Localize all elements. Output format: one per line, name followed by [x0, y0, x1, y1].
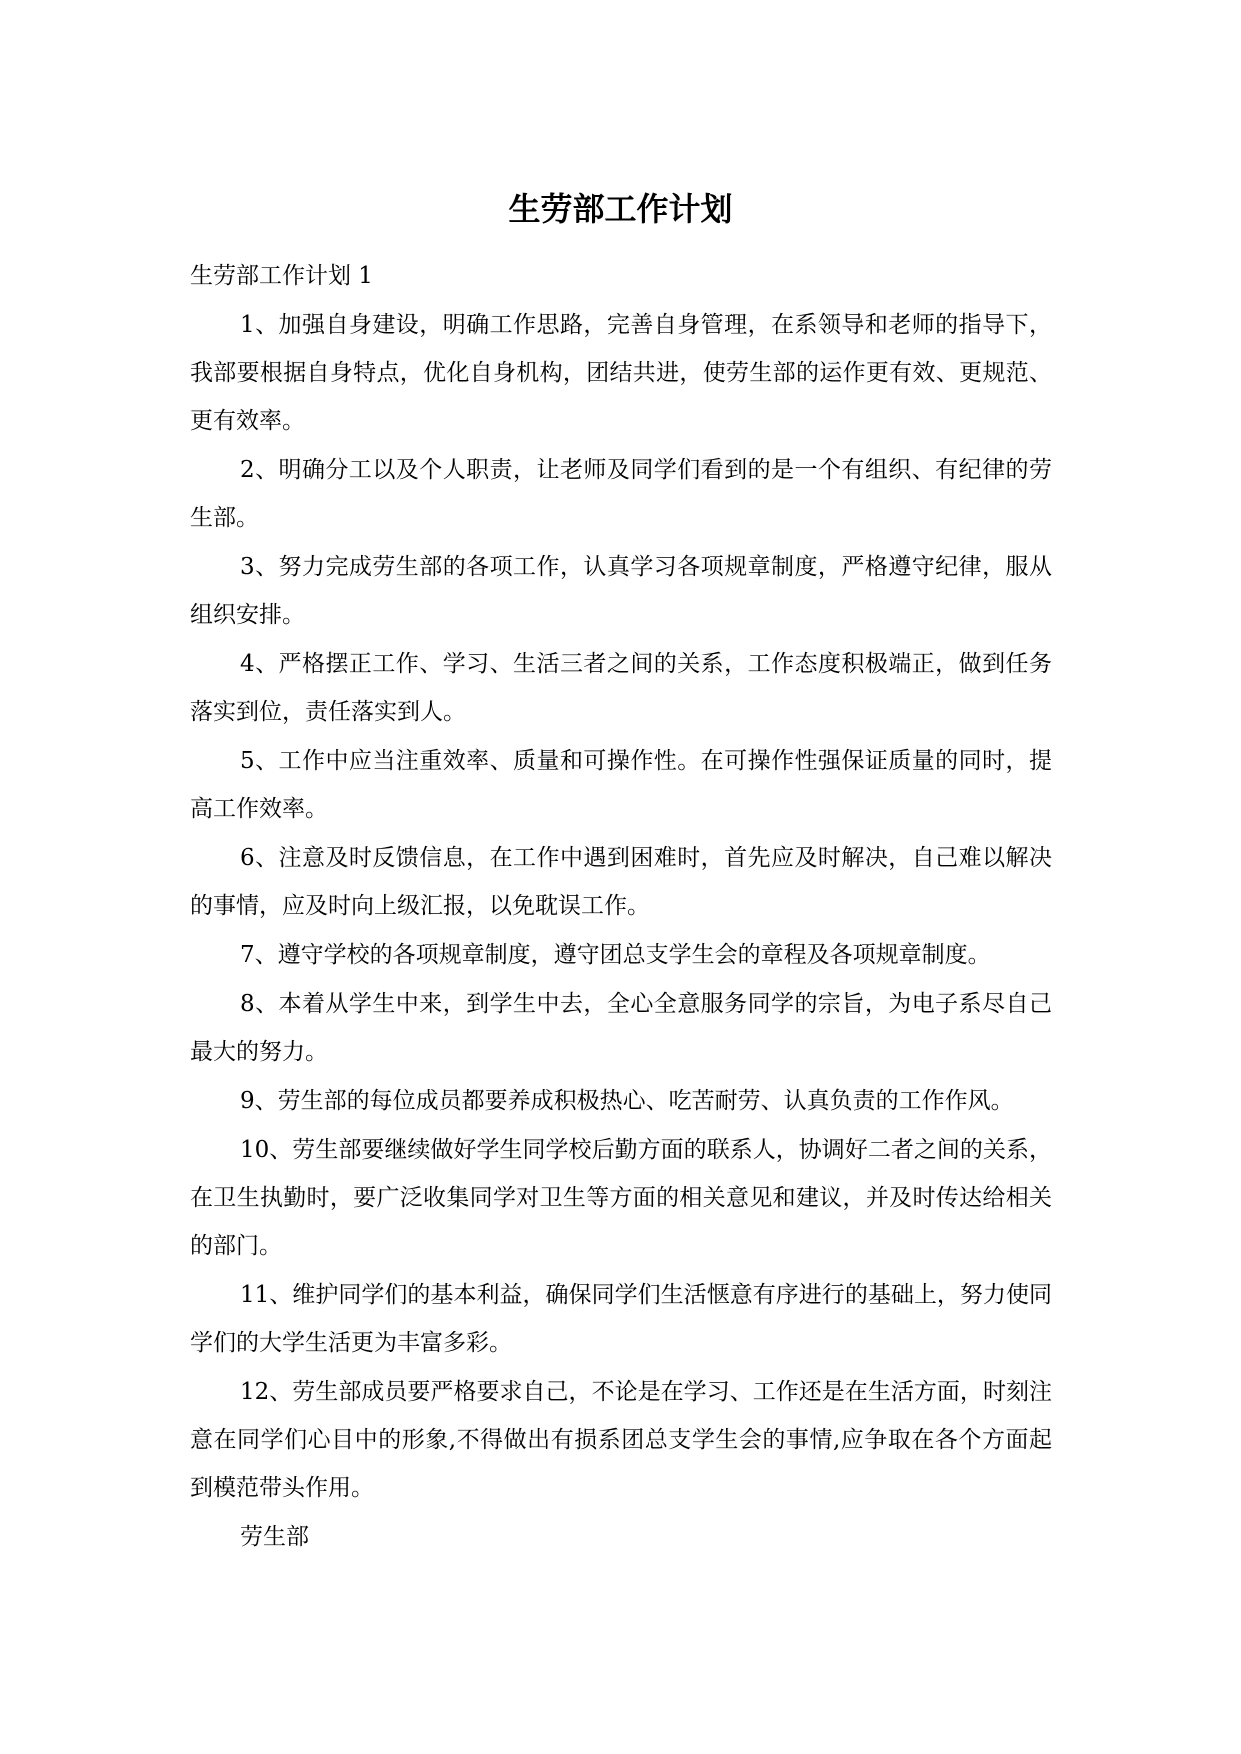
paragraph-4: 4、严格摆正工作、学习、生活三者之间的关系，工作态度积极端正，做到任务落实到位，责任落实到人。	[190, 651, 1052, 725]
document-title: 生劳部工作计划	[508, 190, 733, 228]
signature: 劳生部	[240, 1524, 309, 1550]
section-subtitle: 生劳部工作计划 1	[190, 263, 373, 289]
paragraph-2: 2、明确分工以及个人职责，让老师及同学们看到的是一个有组织、有纪律的劳生部。	[190, 457, 1052, 531]
paragraph-12: 12、劳生部成员要严格要求自己，不论是在学习、工作还是在生活方面，时刻注意在同学们心目中的形象,不得做出有损系团总支学生会的事情,应争取在各个方面起到模范带头作用。	[190, 1379, 1052, 1501]
document-body	[190, 252, 1052, 1562]
paragraph-9: 9、劳生部的每位成员都要养成积极热心、吃苦耐劳、认真负责的工作作风。	[240, 1088, 1014, 1114]
paragraph-1: 1、加强自身建设，明确工作思路，完善自身管理，在系领导和老师的指导下，我部要根据自身特点，优化自身机构，团结共进，使劳生部的运作更有效、更规范、更有效率。	[190, 312, 1052, 434]
paragraph-11: 11、维护同学们的基本利益，确保同学们生活惬意有序进行的基础上，努力使同学们的大学生活更为丰富多彩。	[190, 1282, 1052, 1356]
paragraph-6: 6、注意及时反馈信息，在工作中遇到困难时，首先应及时解决，自己难以解决的事情，应及时向上级汇报，以免耽误工作。	[190, 845, 1052, 919]
paragraph-8: 8、本着从学生中来，到学生中去，全心全意服务同学的宗旨，为电子系尽自己最大的努力。	[190, 991, 1052, 1065]
paragraph-5: 5、工作中应当注重效率、质量和可操作性。在可操作性强保证质量的同时，提高工作效率。	[190, 748, 1052, 822]
paragraph-10: 10、劳生部要继续做好学生同学校后勤方面的联系人，协调好二者之间的关系，在卫生执勤时，要广泛收集同学对卫生等方面的相关意见和建议，并及时传达给相关的部门。	[190, 1137, 1052, 1259]
paragraph-7: 7、遵守学校的各项规章制度，遵守团总支学生会的章程及各项规章制度。	[240, 942, 991, 968]
paragraph-3: 3、努力完成劳生部的各项工作，认真学习各项规章制度，严格遵守纪律，服从组织安排。	[190, 554, 1052, 628]
